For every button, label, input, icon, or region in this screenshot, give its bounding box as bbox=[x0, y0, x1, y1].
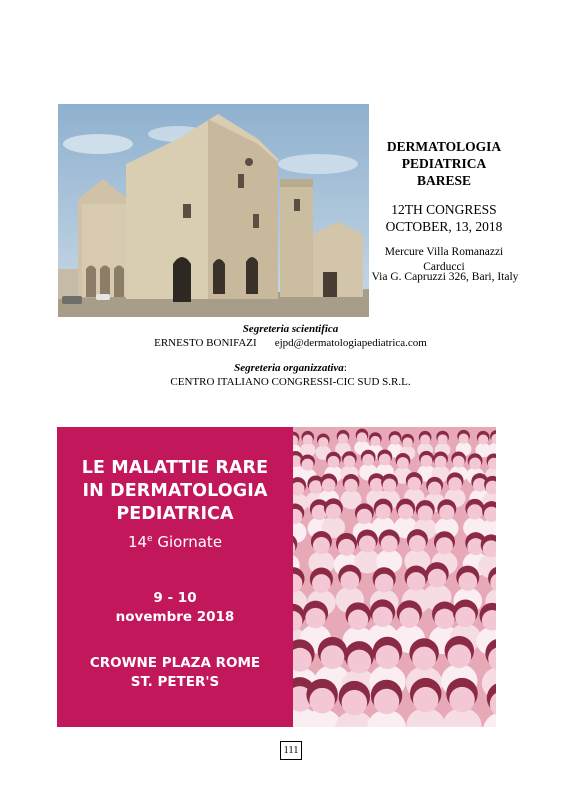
child-face bbox=[399, 607, 419, 627]
venue-line1: Mercure Villa Romanazzi bbox=[384, 246, 504, 258]
child-face bbox=[458, 572, 477, 591]
child-face bbox=[376, 504, 391, 519]
scientific-secretariat-heading bbox=[0, 323, 581, 336]
organizing-heading-suffix: : bbox=[343, 362, 347, 374]
child-face bbox=[338, 539, 355, 556]
congress-date: OCTOBER, 13, 2018 bbox=[385, 219, 503, 234]
poster-dates-line1: 9 - 10 bbox=[153, 590, 197, 606]
child-face bbox=[313, 537, 330, 554]
child-face bbox=[374, 689, 400, 715]
child-face bbox=[434, 609, 454, 629]
poster-dates bbox=[57, 589, 293, 627]
poster-edition-word: Giornate bbox=[152, 533, 223, 551]
poster-title bbox=[57, 457, 293, 526]
poster-text-panel bbox=[57, 427, 293, 727]
child-face bbox=[428, 482, 442, 496]
child-face bbox=[322, 478, 336, 492]
child-face bbox=[449, 687, 475, 713]
child-face bbox=[302, 459, 314, 471]
child-face bbox=[420, 434, 430, 444]
poster-place-line1: CROWNE PLAZA ROME bbox=[89, 655, 261, 671]
child-face bbox=[328, 456, 340, 468]
children-crowd-photo bbox=[293, 427, 496, 727]
child-face bbox=[407, 572, 426, 591]
child-face bbox=[305, 608, 325, 628]
scientific-secretary-email[interactable]: ejpd@dermatologiapediatrica.com bbox=[274, 337, 427, 349]
congress-edition: 12TH CONGRESS bbox=[391, 202, 497, 217]
child-face bbox=[338, 434, 348, 444]
scientific-secretary-name: ERNESTO BONIFAZI bbox=[154, 337, 257, 349]
child-face bbox=[453, 456, 465, 468]
poster-edition-sup: e bbox=[147, 534, 153, 544]
child-face bbox=[342, 690, 368, 716]
child-face bbox=[455, 607, 475, 627]
page-number: 111 bbox=[280, 741, 302, 760]
child-face bbox=[407, 477, 421, 491]
scientific-secretariat bbox=[0, 337, 581, 350]
child-face bbox=[428, 569, 447, 588]
congress-title-line2: PEDIATRICA bbox=[401, 156, 487, 171]
basilica-photo bbox=[58, 104, 369, 317]
child-face bbox=[321, 645, 345, 669]
venue-line2: Carducci bbox=[423, 261, 465, 273]
child-face bbox=[439, 505, 454, 520]
poster-dates-line2: novembre 2018 bbox=[115, 609, 235, 625]
child-face bbox=[390, 435, 400, 445]
congress-title-line1: DERMATOLOGIA bbox=[386, 139, 502, 154]
child-face bbox=[383, 479, 397, 493]
poster-title-line3: PEDIATRICA bbox=[116, 504, 234, 524]
child-face bbox=[318, 437, 328, 447]
organizing-heading-text: Segreteria organizzativa bbox=[234, 362, 344, 374]
child-face bbox=[448, 477, 462, 491]
organizing-secretariat-heading bbox=[0, 362, 581, 375]
child-face bbox=[309, 688, 335, 714]
child-face bbox=[343, 456, 355, 468]
organizing-secretary-name: CENTRO ITALIANO CONGRESSI-CIC SUD S.R.L. bbox=[170, 376, 411, 388]
child-face bbox=[447, 644, 471, 668]
child-face bbox=[372, 607, 392, 627]
child-face bbox=[375, 574, 394, 593]
child-face bbox=[413, 687, 439, 713]
poster-edition bbox=[57, 529, 293, 552]
child-face bbox=[403, 437, 413, 447]
child-face bbox=[381, 535, 398, 552]
child-face bbox=[340, 571, 359, 590]
child-face bbox=[379, 454, 391, 466]
poster-place bbox=[57, 654, 293, 692]
congress-info bbox=[378, 138, 510, 275]
child-face bbox=[469, 458, 481, 470]
child-face bbox=[412, 647, 436, 671]
child-face bbox=[436, 537, 453, 554]
child-face bbox=[459, 433, 469, 443]
child-face bbox=[348, 610, 368, 630]
child-face bbox=[438, 434, 448, 444]
child-face bbox=[362, 454, 374, 466]
child-face bbox=[376, 645, 400, 669]
poster-title-line1: LE MALATTIE RARE bbox=[81, 458, 269, 478]
child-face bbox=[347, 650, 371, 674]
child-face bbox=[420, 455, 432, 467]
child-face bbox=[478, 434, 488, 444]
child-face bbox=[357, 509, 372, 524]
child-face bbox=[359, 535, 376, 552]
child-face bbox=[397, 457, 409, 469]
child-face bbox=[418, 505, 433, 520]
event-poster bbox=[57, 427, 496, 727]
poster-title-line2: IN DERMATOLOGIA bbox=[82, 481, 268, 501]
scientific-heading-text: Segreteria scientifica bbox=[242, 323, 339, 335]
child-face bbox=[370, 436, 380, 446]
child-face bbox=[303, 434, 313, 444]
child-face bbox=[467, 504, 482, 519]
venue-address: Via G. Capruzzi 326, Bari, Italy bbox=[371, 271, 519, 283]
child-face bbox=[344, 479, 358, 493]
child-face bbox=[357, 432, 367, 442]
poster-edition-number: 14 bbox=[127, 533, 148, 551]
child-face bbox=[398, 504, 413, 519]
child-face bbox=[312, 574, 331, 593]
congress-title-line3: BARESE bbox=[416, 173, 472, 188]
child-face bbox=[326, 504, 341, 519]
child-face bbox=[435, 456, 447, 468]
child-face bbox=[409, 535, 426, 552]
poster-place-line2: ST. PETER'S bbox=[130, 674, 220, 690]
